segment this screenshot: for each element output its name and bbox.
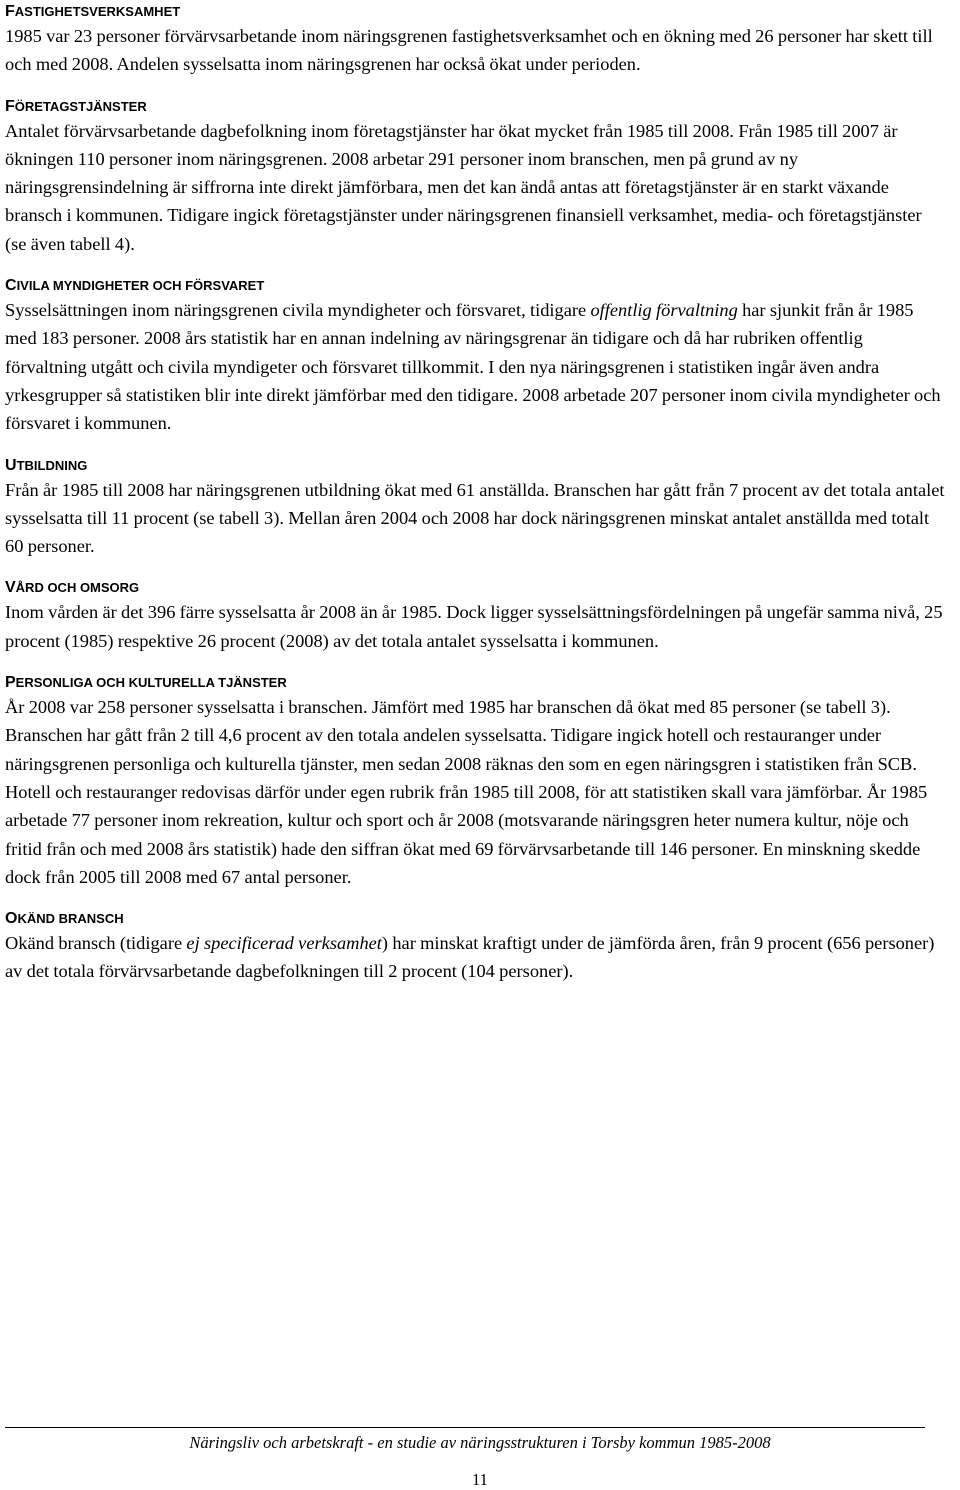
footer-title: Näringsliv och arbetskraft - en studie av näringsstrukturen i Torsby kommun 1985-2008 [189,1433,771,1452]
section-paragraph: Sysselsättningen inom näringsgrenen civila myndigheter och försvaret, tidigare offentlig förvaltning har sjunkit från år 1985 med 183 personer. 2008 års statistik har en annan indelning av näringsgrenar än tidigare och då har rubriken offentlig förvaltning utgått och civila myndigeter och försvaret tillkommit. I den nya näringsgrenen i statistiken ingår även andra yrkesgrupper så statistiken blir inte direkt jämförbar med den tidigare. 2008 arbetade 207 personer inom civila myndigheter och försvaret i kommunen. [5,300,941,434]
section-heading: PERSONLIGA OCH KULTURELLA TJÄNSTER [5,674,287,692]
section-heading: UTBILDNING [5,456,88,474]
section-heading: FASTIGHETSVERKSAMHET [5,3,181,20]
section-utbildning [5,454,945,561]
section-heading: FÖRETAGSTJÄNSTER [5,97,147,115]
section-heading: VÅRD OCH OMSORG [5,579,140,597]
section-paragraph: 1985 var 23 personer förvärvsarbetande inom näringsgrenen fastighetsverksamhet och en ökning med 26 personer har skett till och med 2008. Andelen sysselsatta inom näringsgrenen har också ökat under perioden. [5,26,933,75]
section-heading: OKÄND BRANSCH [5,910,124,928]
section-civila-myndigheter [5,274,945,437]
document-page [5,0,945,986]
section-foretagstjanster [5,95,945,258]
italic-term: offentlig förvaltning [590,300,738,321]
italic-term: ej specificerad verksamhet [186,933,382,954]
footer-divider [5,1427,925,1428]
section-paragraph: Okänd bransch (tidigare ej specificerad verksamhet) har minskat kraftigt under de jämförda åren, från 9 procent (656 personer) av det totala förvärvsarbetande dagbefolkningen till 2 procent (104 personer). [5,933,935,982]
section-paragraph: Inom vården är det 396 färre sysselsatta år 2008 än år 1985. Dock ligger sysselsättningsfördelningen på ungefär samma nivå, 25 procent (1985) respektive 26 procent (2008) av det totala antalet sysselsatta i kommunen. [5,602,943,651]
section-personliga-tjanster [5,671,945,891]
section-heading: CIVILA MYNDIGHETER OCH FÖRSVARET [5,277,265,295]
section-vard-och-omsorg [5,576,945,655]
section-paragraph: Antalet förvärvsarbetande dagbefolkning inom företagstjänster har ökat mycket från 1985 till 2008. Från 1985 till 2007 är ökningen 110 personer inom näringsgrenen. 2008 arbetar 291 personer inom branschen, men på grund av ny näringsgrensindelning är siffrorna inte direkt jämförbara, men det kan ändå antas att företagstjänster är en starkt växande bransch i kommunen. Tidigare ingick företagstjänster under näringsgrenen finansiell verksamhet, media- och företagstjänster (se även tabell 4). [5,120,922,254]
page-number: 11 [472,1470,488,1489]
section-paragraph: Från år 1985 till 2008 har näringsgrenen utbildning ökat med 61 anställda. Branschen har gått från 7 procent av det totala antalet sysselsatta till 11 procent (se tabell 3). Mellan åren 2004 och 2008 har dock näringsgrenen minskat antalet anställda med totalt 60 personer. [5,479,945,557]
section-okand-bransch [5,907,945,986]
section-paragraph: År 2008 var 258 personer sysselsatta i branschen. Jämfört med 1985 har branschen då ökat med 85 personer (se tabell 3). Branschen har gått från 2 till 4,6 procent av den totala andelen sysselsatta. Tidigare ingick hotell och restauranger under näringsgrenen personliga och kulturella tjänster, men sedan 2008 räknas den som en egen näringsgren i statistiken från SCB. Hotell och restauranger redovisas därför under egen rubrik från 1985 till 2008, för att statistiken skall vara jämförbar. År 1985 arbetade 77 personer inom rekreation, kultur och sport och år 2008 (motsvarande näringsgren heter numera kultur, nöje och fritid från och med 2008 års statistik) hade den siffran ökat med 69 förvärvsarbetande till 146 personer. En minskning skedde dock från 2005 till 2008 med 67 antal personer. [5,697,928,887]
section-fastighetsverksamhet [5,0,945,79]
